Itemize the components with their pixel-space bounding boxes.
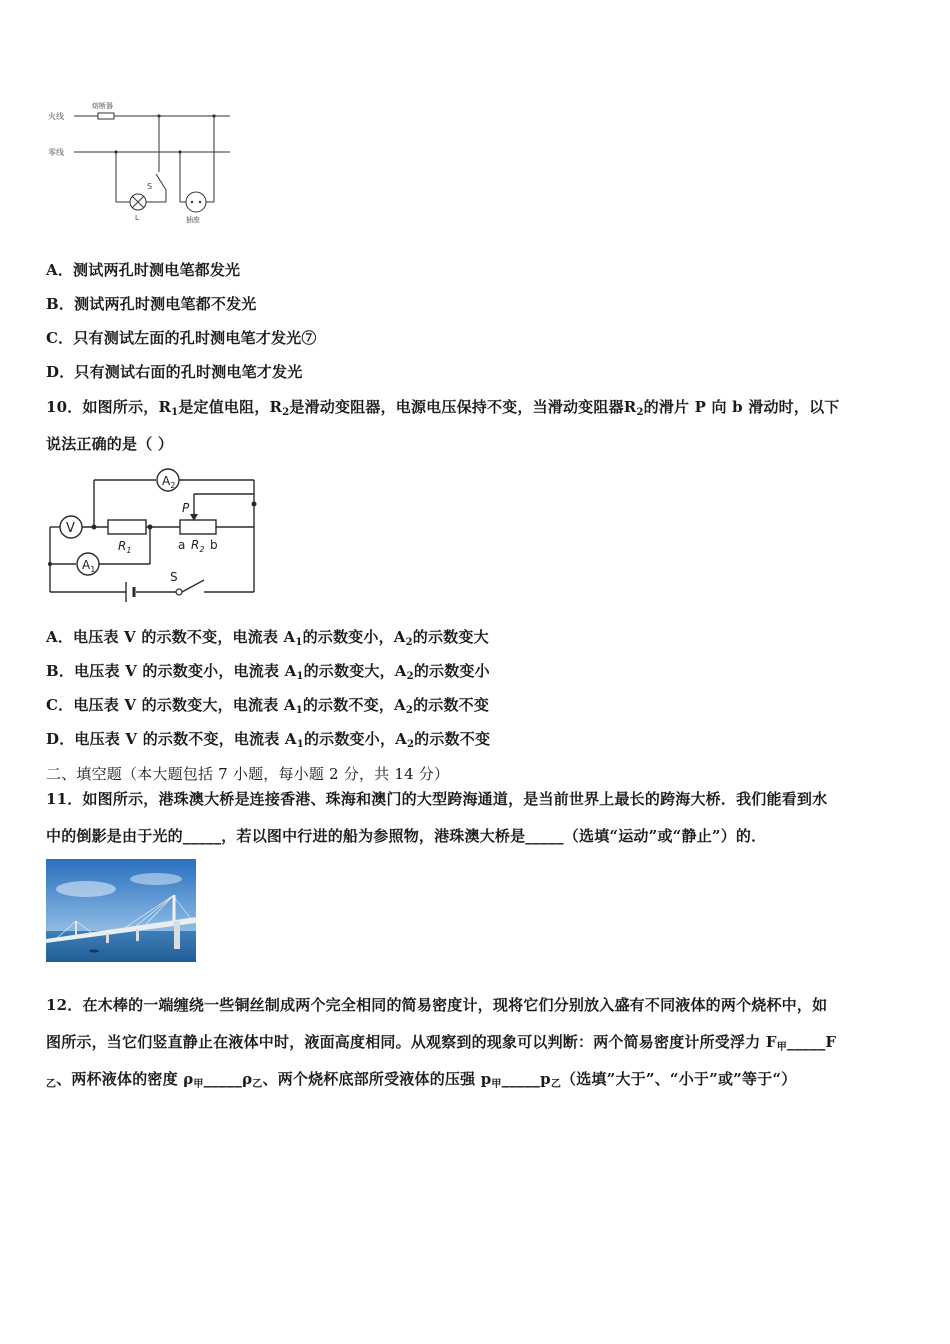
rheostat-r2-label: $R_2$ [191,538,205,554]
section-heading: 二、填空题（本大题包括 7 小题，每小题 2 分，共 14 分） [46,765,450,783]
socket-label: 插座 [186,216,200,224]
q10-option-c: C．电压表 V 的示数变大，电流表 $A_1$的示数不变，$A_2$的示数不变 [46,696,490,716]
live-wire-label: 火线 [48,112,64,121]
q11-line1: 11．如图所示，港珠澳大桥是连接香港、珠海和澳门的大型跨海通道，是当前世界上最长的跨海大桥．我们能看到水 [46,790,828,808]
q9-option-a: A．测试两孔时测电笔都发光 [46,261,241,279]
end-b-label: b [210,538,218,552]
q12-line2: 图所示，当它们竖直静止在液体中时，液面高度相同。从观察到的现象可以判断：两个简易密度计所受浮力 $F_甲\_\_\_\_\_F$ [46,1033,837,1053]
q9-option-d: D．只有测试右面的孔时测电笔才发光 [46,363,303,381]
ammeter-a2-label: $A_2$ [162,474,176,490]
q11-line2: 中的倒影是由于光的_____，若以图中行进的船为参照物，港珠澳大桥是_____（选填“运动”或“静止”）的． [46,827,767,845]
voltmeter-label: V [66,521,75,536]
q9-option-b: B．测试两孔时测电笔都不发光 [46,295,257,313]
q10-stem-line1: 10．如图所示，$R_1$是定值电阻，$R_2$是滑动变阻器，电源电压保持不变，当滑动变阻器$R_2$的滑片 P 向 b 滑动时，以下 [46,398,840,418]
fuse-label: 熔断器 [92,102,113,110]
q10-stem-line2: 说法正确的是（ ） [46,435,174,453]
q12-line1: 12．在木棒的一端缠绕一些铜丝制成两个完全相同的简易密度计，现将它们分别放入盛有不同液体的两个烧杯中，如 [46,996,828,1014]
resistor-r1-label: $R_1$ [118,539,132,555]
q10-option-d: D．电压表 V 的示数不变，电流表 $A_1$的示数变小，$A_2$的示数不变 [46,730,491,750]
bridge-photo [46,859,196,962]
slider-p-label: P [182,501,190,515]
switch-s-label: S [170,570,178,584]
neutral-wire-label: 零线 [48,148,64,157]
q10-option-a: A．电压表 V 的示数不变，电流表 $A_1$的示数变小，$A_2$的示数变大 [46,628,489,648]
q10-circuit-diagram [44,464,270,604]
q12-line3: $_乙$、两杯液体的密度 $\rho_甲\_\_\_\_\_\rho_乙$、两个烧杯底部所受液体的压强 $p_甲\_\_\_\_\_p_乙$（选填”大于”、“小于”或”等于“） [46,1070,797,1090]
lamp-label: L [135,214,139,222]
q10-option-b: B．电压表 V 的示数变小，电流表 $A_1$的示数变大，$A_2$的示数变小 [46,662,490,682]
household-circuit-diagram [44,96,244,228]
q9-option-c: C．只有测试左面的孔时测电笔才发光⑦ [46,329,317,347]
end-a-label: a [178,538,186,552]
ammeter-a1-label: $A_1$ [82,558,96,574]
switch-label: S [147,182,153,191]
